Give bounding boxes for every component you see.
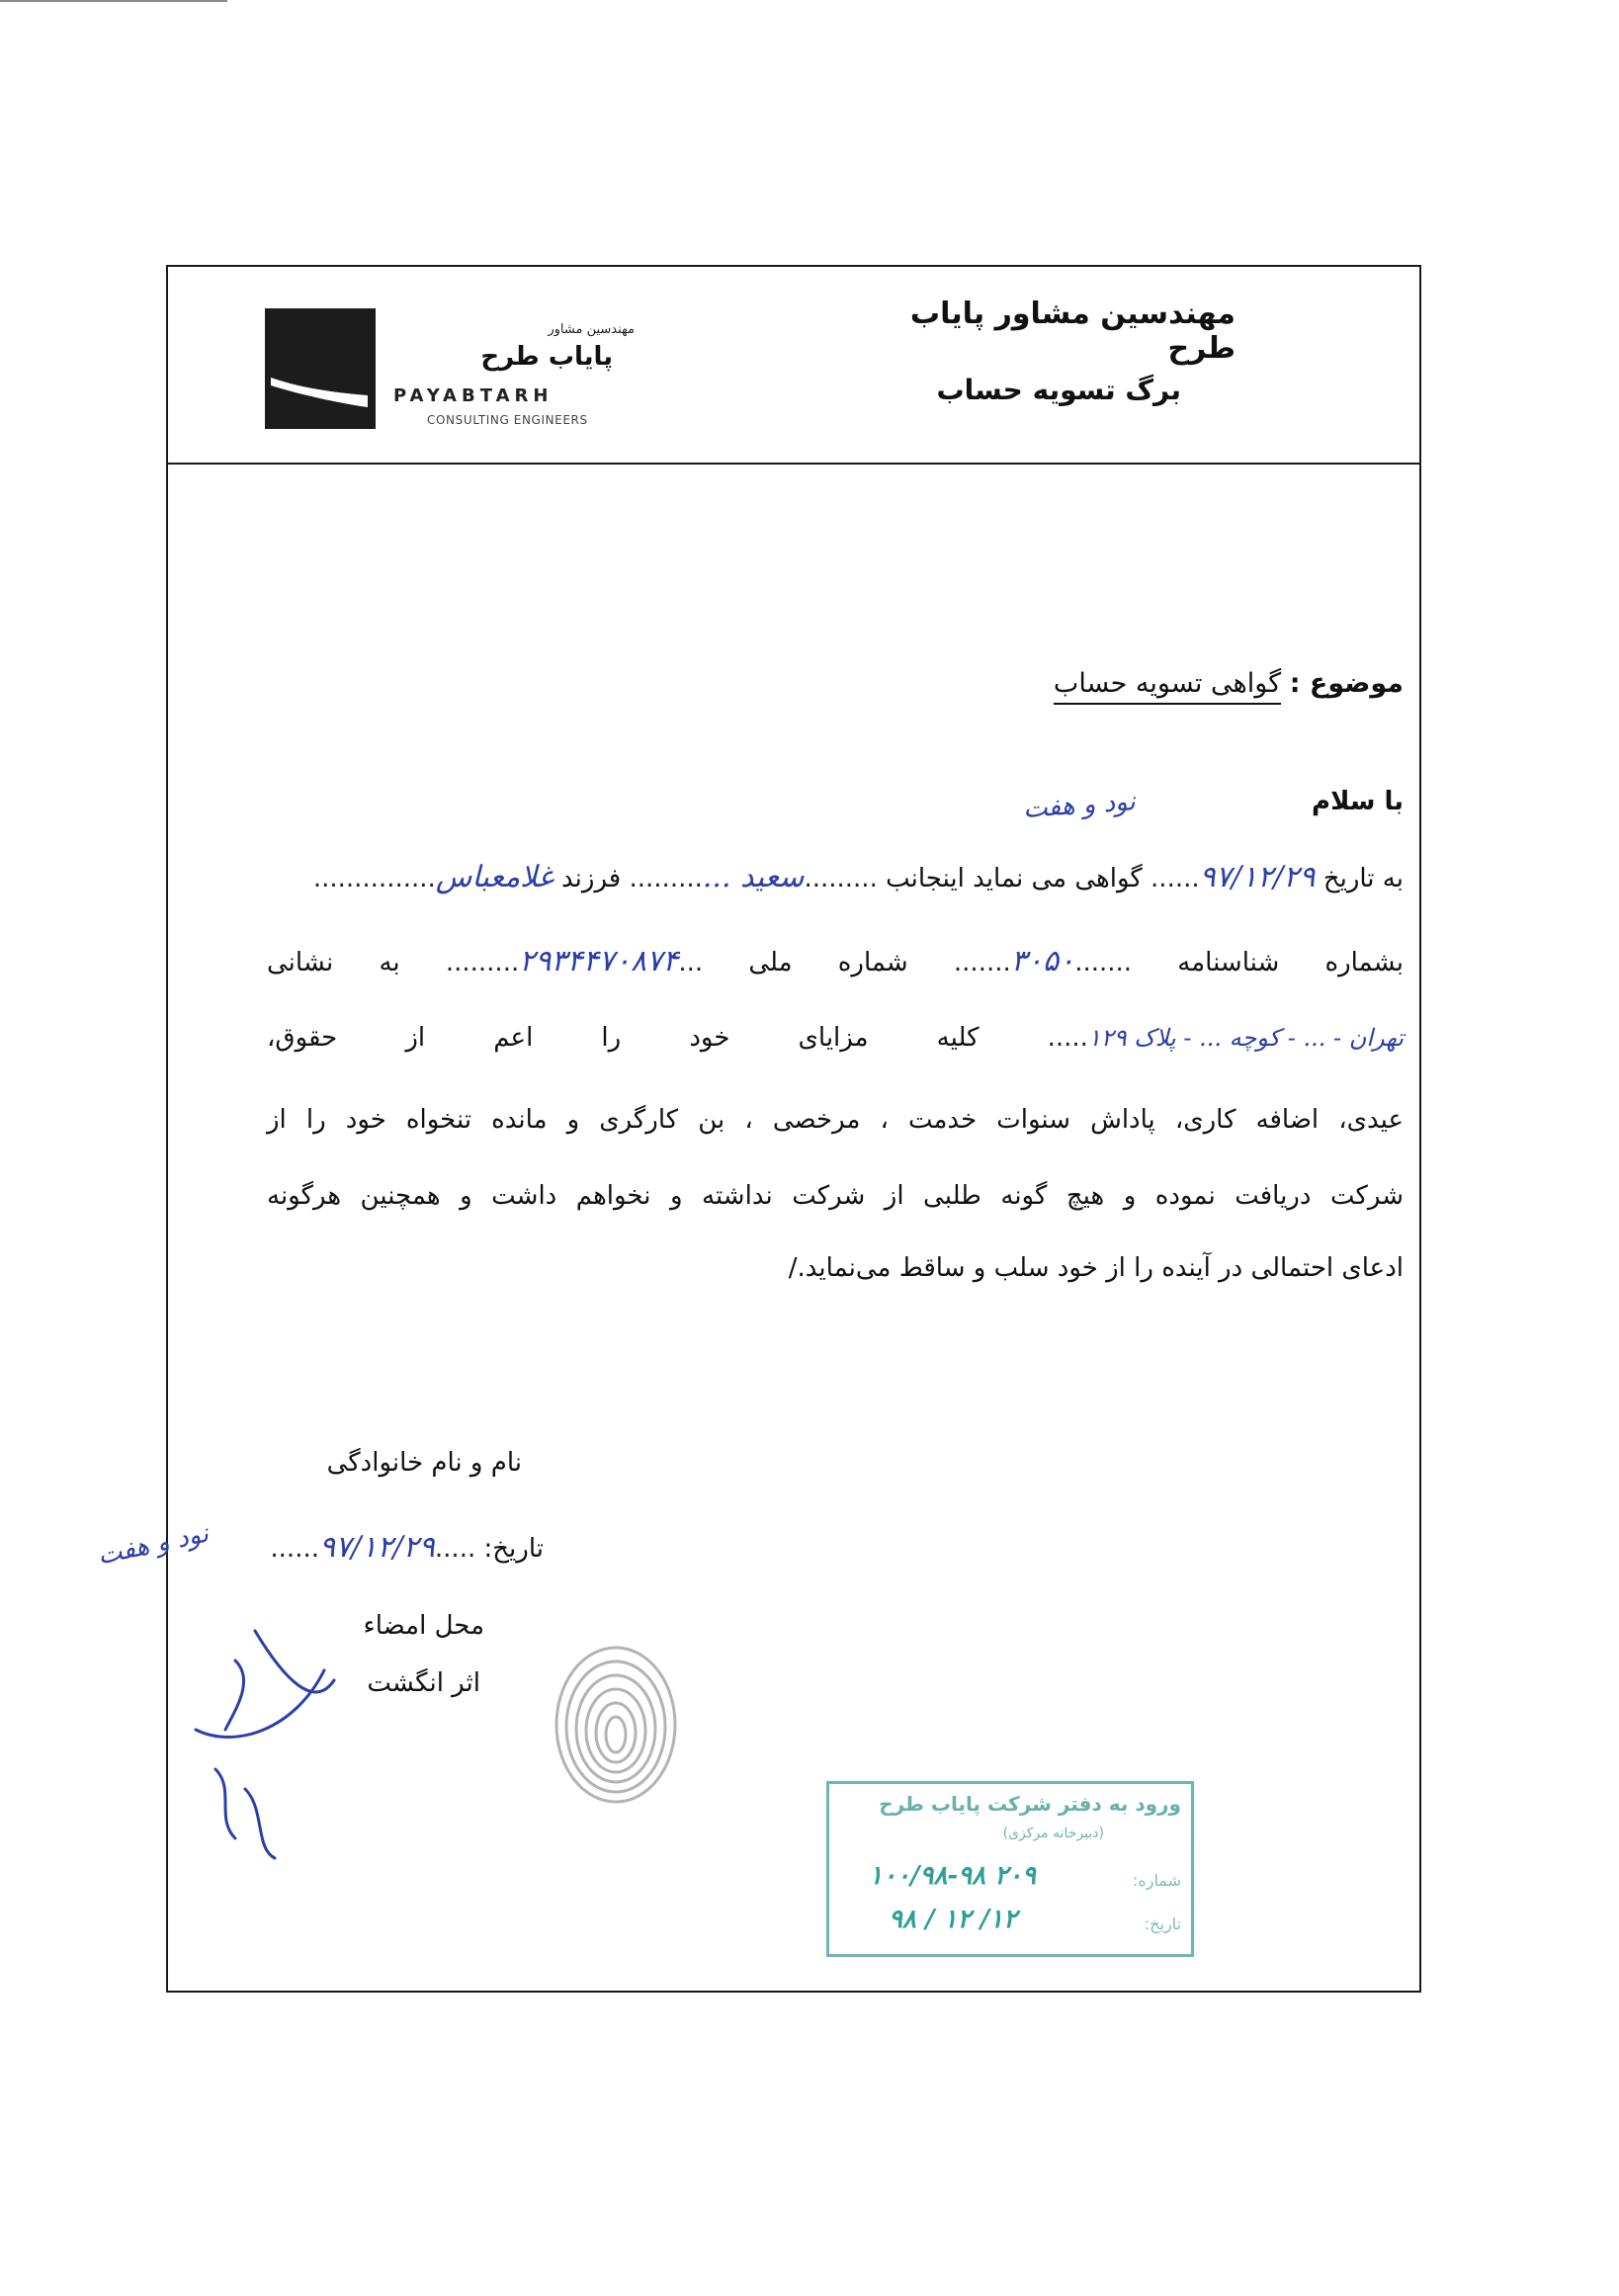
line1-name-handwriting: سعید ... (702, 860, 805, 894)
dotted-field: ....... (953, 948, 1011, 978)
logo-fa-name: پایاب طرح (480, 342, 613, 372)
line1-text-date: به تاریخ (1322, 864, 1404, 893)
dotted-field: ....... (1074, 948, 1133, 978)
line3-text-benefits: کلیه مزایای خود را اعم از حقوق، (267, 1023, 980, 1053)
logo-fa-subtitle: مهندسین مشاور (548, 322, 635, 337)
stamp-title: ورود به دفتر شرکت پایاب طرح (879, 1792, 1181, 1816)
line3-address-handwriting: تهران - ... - کوچه ... - پلاک ۱۲۹ (1087, 1024, 1405, 1052)
dotted-field: ......... (804, 864, 878, 893)
signature-date-row (270, 1530, 544, 1565)
fingerprint-label: اثر انگشت (367, 1668, 480, 1698)
stamp-number-label: شماره: (1132, 1871, 1181, 1890)
handwritten-signature-icon (176, 1621, 344, 1868)
company-name: مهندسین مشاور پایاب طرح (909, 297, 1236, 366)
line1-father-handwriting: غلامعباس (435, 860, 554, 894)
name-label: نام و نام خانوادگی (326, 1448, 522, 1478)
stamp-date-value: ۹۸ / ۱۲ /۱۲ (889, 1905, 1017, 1934)
stamp-date-label: تاریخ: (1144, 1914, 1181, 1933)
date-note-handwriting: نود و هفت (1022, 787, 1137, 824)
sign-place-label: محل امضاء (363, 1611, 484, 1641)
company-logo-mark (265, 308, 376, 429)
registration-stamp (826, 1781, 1194, 1957)
greeting: با سلام (1312, 787, 1404, 816)
line2-text-national: شماره ملی (748, 948, 908, 978)
body-line-1 (313, 860, 1404, 894)
stamp-number-value: ۱۰۰/۹۸-۹۸ ۲۰۹ (869, 1861, 1036, 1891)
logo-en-name: PAYABTARH (393, 385, 554, 406)
line2-national-handwriting: ۲۹۳۴۴۷۰۸۷۴ (519, 944, 679, 978)
dotted-field: ............... (312, 864, 436, 893)
body-line-5: شرکت دریافت نموده و هیچ گونه طلبی از شرکت نداشته و نخواهم داشت و همچنین هرگونه (267, 1181, 1404, 1211)
dotted-field: ..... (434, 1534, 476, 1564)
dotted-field: ...... (270, 1534, 319, 1564)
stamp-subtitle: (دبیرخانه مرکزی) (1002, 1826, 1104, 1841)
subject-label: موضوع : (1289, 668, 1404, 699)
dotted-field: ... (678, 948, 704, 978)
logo-en-subtitle: CONSULTING ENGINEERS (427, 413, 588, 427)
body-line-3 (267, 1023, 1404, 1053)
line1-text-certify: گواهی می نماید اینجانب (886, 864, 1143, 893)
line1-date-handwriting: ۹۷/۱۲/۲۹ (1199, 860, 1316, 894)
page-edge-mark (0, 0, 227, 2)
dotted-field: ......... (629, 864, 703, 893)
subject-line (890, 668, 1404, 699)
subject-text: گواهی تسویه حساب (1054, 668, 1281, 705)
fingerprint-icon (542, 1636, 690, 1814)
line2-text-address: به نشانی (267, 948, 400, 978)
line1-text-child: فرزند (561, 864, 622, 893)
line2-id-handwriting: ۳۰۵۰ (1010, 944, 1075, 978)
body-line-4: عیدی، اضافه کاری، پاداش سنوات خدمت ، مرخصی ، بن کارگری و مانده تنخواه خود را از (267, 1105, 1404, 1135)
logo-swoosh-icon (265, 308, 376, 429)
body-line-2 (267, 944, 1404, 978)
signature-date-handwriting: ۹۷/۱۲/۲۹ (319, 1530, 435, 1565)
body-line-6: ادعای احتمالی در آینده را از خود سلب و ساقط می‌نماید./ (788, 1253, 1404, 1283)
signature-date-note-handwriting: نود و هفت (95, 1518, 212, 1572)
line2-text-id: بشماره شناسنامه (1177, 948, 1405, 978)
dotted-field: ..... (1047, 1023, 1088, 1053)
header-divider (166, 463, 1421, 465)
dotted-field: ......... (445, 948, 520, 978)
signature-date-label: تاریخ: (483, 1534, 544, 1564)
form-title: برگ تسویه حساب (936, 374, 1181, 406)
dotted-field: ...... (1150, 864, 1200, 893)
